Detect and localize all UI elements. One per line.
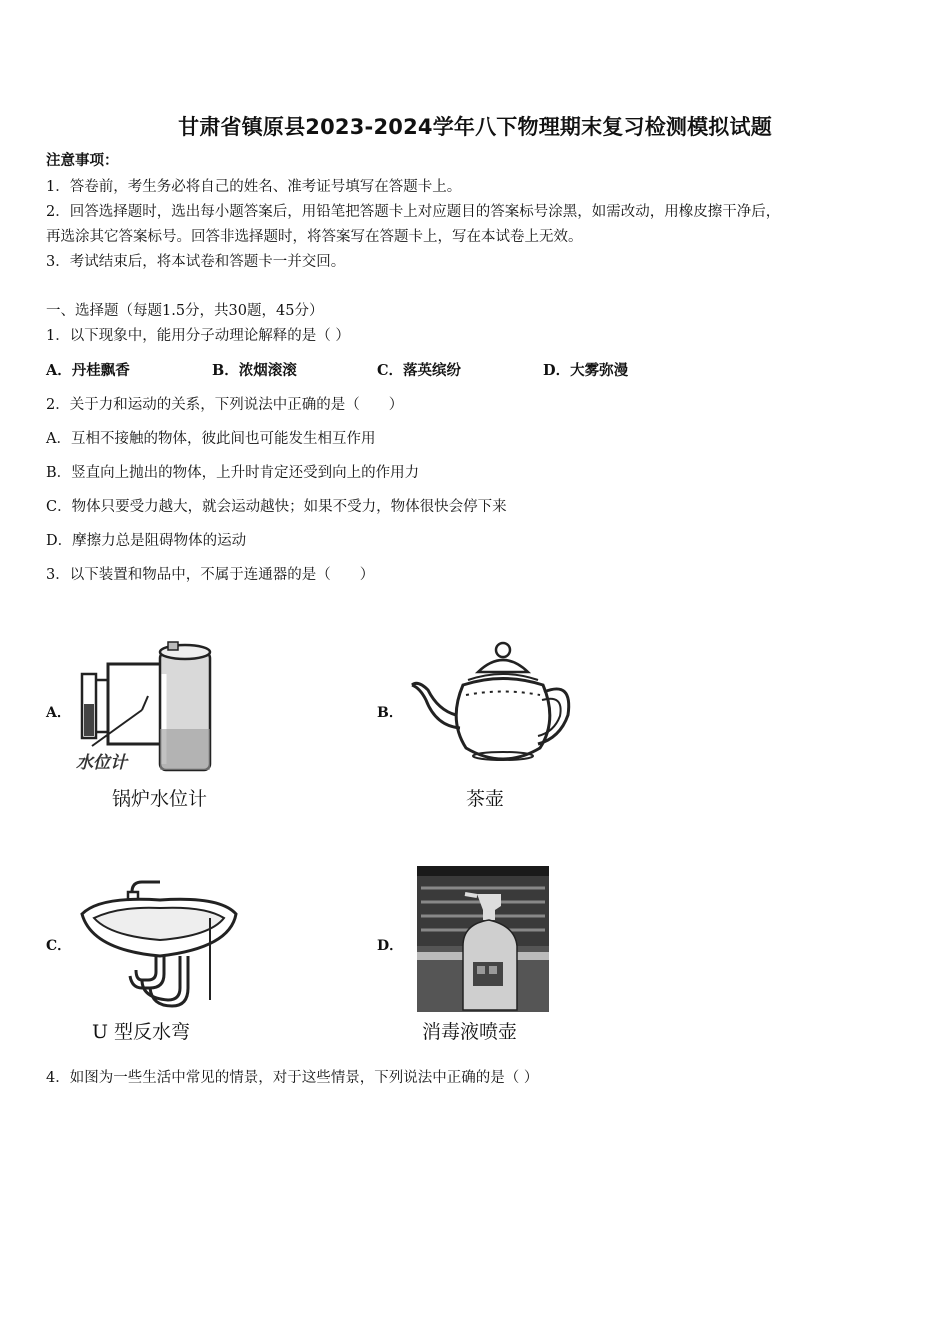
q4-stem: 4．如图为一些生活中常见的情景，对于这些情景，下列说法中正确的是（ ）: [46, 1070, 539, 1086]
q1-option-c: C．落英缤纷: [377, 362, 462, 379]
sink-trap-icon: [80, 878, 240, 1017]
q2-option-d: D．摩擦力总是阻碍物体的运动: [46, 533, 247, 549]
q1-option-a: A．丹桂飘香: [46, 362, 130, 379]
notice-item-2: 2．回答选择题时，选出每小题答案后，用铅笔把答题卡上对应题目的答案标号涂黑，如需改动，用橡皮擦干净后，: [46, 204, 781, 220]
teapot-icon: [408, 640, 578, 779]
notice-item-1: 1．答卷前，考生务必将自己的姓名、准考证号填写在答题卡上。: [46, 179, 462, 195]
section-heading: 一、选择题（每题1.5分，共30题，45分）: [46, 303, 324, 319]
q3-figure-d-caption: 消毒液喷壶: [422, 1021, 518, 1043]
notice-heading: 注意事项：: [46, 152, 119, 169]
q2-stem: 2．关于力和运动的关系，下列说法中正确的是（ ）: [46, 397, 404, 413]
notice-item-2-cont: 再选涂其它答案标号。回答非选择题时，将答案写在答题卡上，写在本试卷上无效。: [46, 229, 583, 245]
q3-figure-b-label: B．: [377, 705, 403, 721]
q3-figure-a-caption: 锅炉水位计: [112, 788, 208, 810]
q3-figure-d-label: D．: [377, 938, 404, 954]
notice-item-3: 3．考试结束后，将本试卷和答题卡一并交回。: [46, 254, 346, 270]
q2-option-c: C．物体只要受力越大，就会运动越快；如果不受力，物体很快会停下来: [46, 499, 507, 515]
q3-figure-b-caption: 茶壶: [466, 788, 505, 810]
spray-bottle-icon: [417, 866, 549, 1016]
q1-option-b: B．浓烟滚滚: [212, 362, 297, 379]
q1-option-d: D．大雾弥漫: [543, 362, 629, 379]
q3-figure-c-label: C．: [46, 938, 72, 954]
page-title: 甘肃省镇原县2023-2024学年八下物理期末复习检测模拟试题: [178, 115, 772, 139]
q2-option-b: B．竖直向上抛出的物体，上升时肯定还受到向上的作用力: [46, 465, 420, 481]
q2-option-a: A．互相不接触的物体，彼此间也可能发生相互作用: [46, 431, 376, 447]
boiler-gauge-inner-label: 水位计: [76, 753, 127, 773]
q1-stem: 1．以下现象中，能用分子动理论解释的是（ ）: [46, 328, 350, 344]
q3-stem: 3．以下装置和物品中，不属于连通器的是（ ）: [46, 567, 375, 583]
q3-figure-c-caption: U 型反水弯: [92, 1021, 191, 1043]
q3-figure-a-label: A．: [46, 705, 71, 721]
